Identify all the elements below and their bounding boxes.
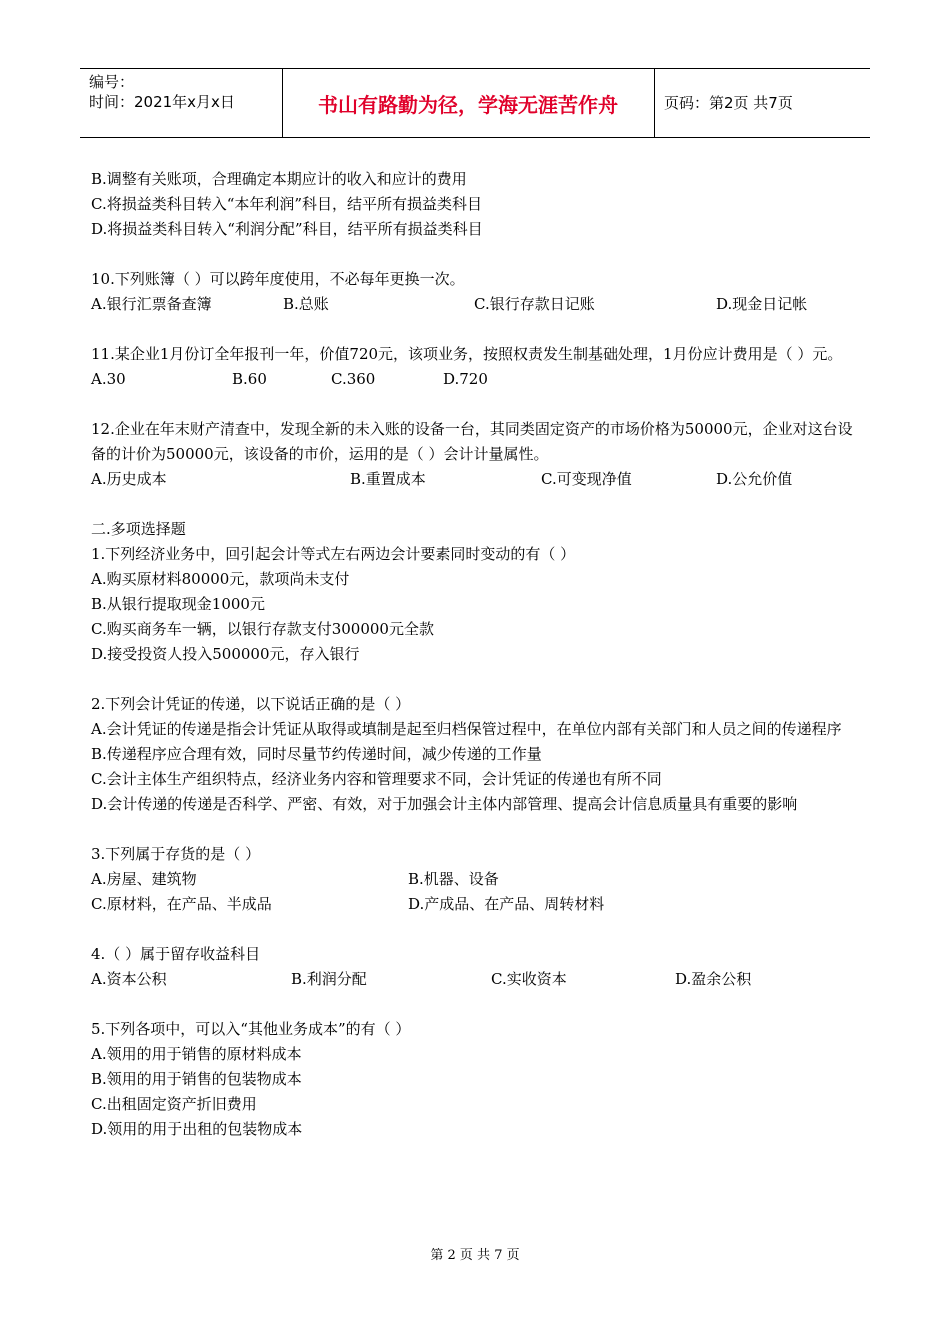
m2-question: 2.下列会计凭证的传递，以下说话正确的是（ ） <box>91 695 411 713</box>
m5-option-a: A.领用的用于销售的原材料成本 <box>91 1045 302 1063</box>
m5-option-c: C.出租固定资产折旧费用 <box>91 1095 257 1113</box>
m1-option-c: C.购买商务车一辆，以银行存款支付300000元全款 <box>91 620 434 638</box>
q11-options <box>91 367 866 392</box>
header-page-label: 页码：第2页 共7页 <box>664 94 793 112</box>
m1-option-d: D.接受投资人投入500000元，存入银行 <box>91 645 360 663</box>
m3-options-row-2 <box>91 892 866 917</box>
q9-option-d: D.将损益类科目转入“利润分配”科目，结平所有损益类科目 <box>91 220 483 238</box>
m2-option-c: C.会计主体生产组织特点，经济业务内容和管理要求不同，会计凭证的传递也有所不同 <box>91 770 662 788</box>
q12-option-a: A.历史成本 <box>91 470 167 488</box>
m5-question: 5.下列各项中，可以入“其他业务成本”的有（ ） <box>91 1020 411 1038</box>
page-header <box>80 68 870 138</box>
header-motto: 书山有路勤为径，学海无涯苦作舟 <box>318 93 618 117</box>
m4-options <box>91 967 866 992</box>
q12-option-d: D.公允价值 <box>716 470 793 488</box>
header-divider <box>654 69 655 137</box>
m3-option-a: A.房屋、建筑物 <box>91 870 197 888</box>
page-footer: 第 2 页 共 7 页 <box>430 1248 520 1263</box>
m3-question: 3.下列属于存货的是（ ） <box>91 845 261 863</box>
q11-option-d: D.720 <box>443 370 488 388</box>
q12-question: 12.企业在年末财产清查中，发现全新的未入账的设备一台，其同类固定资产的市场价格为50000元，企业对这台设备的计价为50000元，该设备的市价，运用的是（ ）会计计量属性。 <box>91 420 853 463</box>
m3-option-d: D.产成品、在产品、周转材料 <box>408 895 605 913</box>
q11-option-c: C.360 <box>331 370 376 388</box>
m4-option-c: C.实收资本 <box>491 970 567 988</box>
q11-question: 11.某企业1月份订全年报刊一年，价值720元，该项业务，按照权责发生制基础处理，1月份应计费用是（ ）元。 <box>91 345 843 363</box>
q9-option-b: B.调整有关账项，合理确定本期应计的收入和应计的费用 <box>91 170 467 188</box>
m2-option-d: D.会计传递的传递是否科学、严密、有效，对于加强会计主体内部管理、提高会计信息质量具有重要的影响 <box>91 795 798 813</box>
m3-option-b: B.机器、设备 <box>408 870 499 888</box>
m1-question: 1.下列经济业务中，回引起会计等式左右两边会计要素同时变动的有（ ） <box>91 545 576 563</box>
m5-option-b: B.领用的用于销售的包装物成本 <box>91 1070 302 1088</box>
m2-option-b: B.传递程序应合理有效，同时尽量节约传递时间，减少传递的工作量 <box>91 745 542 763</box>
q10-option-a: A.银行汇票备查簿 <box>91 295 212 313</box>
m4-question: 4.（ ）属于留存收益科目 <box>91 945 261 963</box>
document-body <box>91 167 866 1142</box>
q12-option-c: C.可变现净值 <box>541 470 632 488</box>
m5-option-d: D.领用的用于出租的包装物成本 <box>91 1120 303 1138</box>
number-label: 编号： <box>89 73 135 91</box>
q11-option-b: B.60 <box>232 370 267 388</box>
m4-option-d: D.盈余公积 <box>675 970 752 988</box>
q9-option-c: C.将损益类科目转入“本年利润”科目，结平所有损益类科目 <box>91 195 483 213</box>
q10-option-c: C.银行存款日记账 <box>474 295 595 313</box>
m4-option-b: B.利润分配 <box>291 970 367 988</box>
q12-options <box>91 467 866 492</box>
m3-options-row-1 <box>91 867 866 892</box>
m1-option-b: B.从银行提取现金1000元 <box>91 595 265 613</box>
time-label: 时间：2021年x月x日 <box>89 93 235 111</box>
q10-options <box>91 292 866 317</box>
q10-question: 10.下列账簿（ ）可以跨年度使用，不必每年更换一次。 <box>91 270 465 288</box>
q12-option-b: B.重置成本 <box>350 470 426 488</box>
m2-option-a: A.会计凭证的传递是指会计凭证从取得或填制是起至归档保管过程中，在单位内部有关部门和人员之间的传递程序 <box>91 720 842 738</box>
header-info <box>89 72 235 112</box>
m1-option-a: A.购买原材料80000元，款项尚未支付 <box>91 570 350 588</box>
q11-option-a: A.30 <box>91 370 126 388</box>
m3-option-c: C.原材料，在产品、半成品 <box>91 895 272 913</box>
q10-option-d: D.现金日记帐 <box>716 295 808 313</box>
m4-option-a: A.资本公积 <box>91 970 167 988</box>
section2-title: 二.多项选择题 <box>91 520 186 538</box>
q10-option-b: B.总账 <box>283 295 329 313</box>
